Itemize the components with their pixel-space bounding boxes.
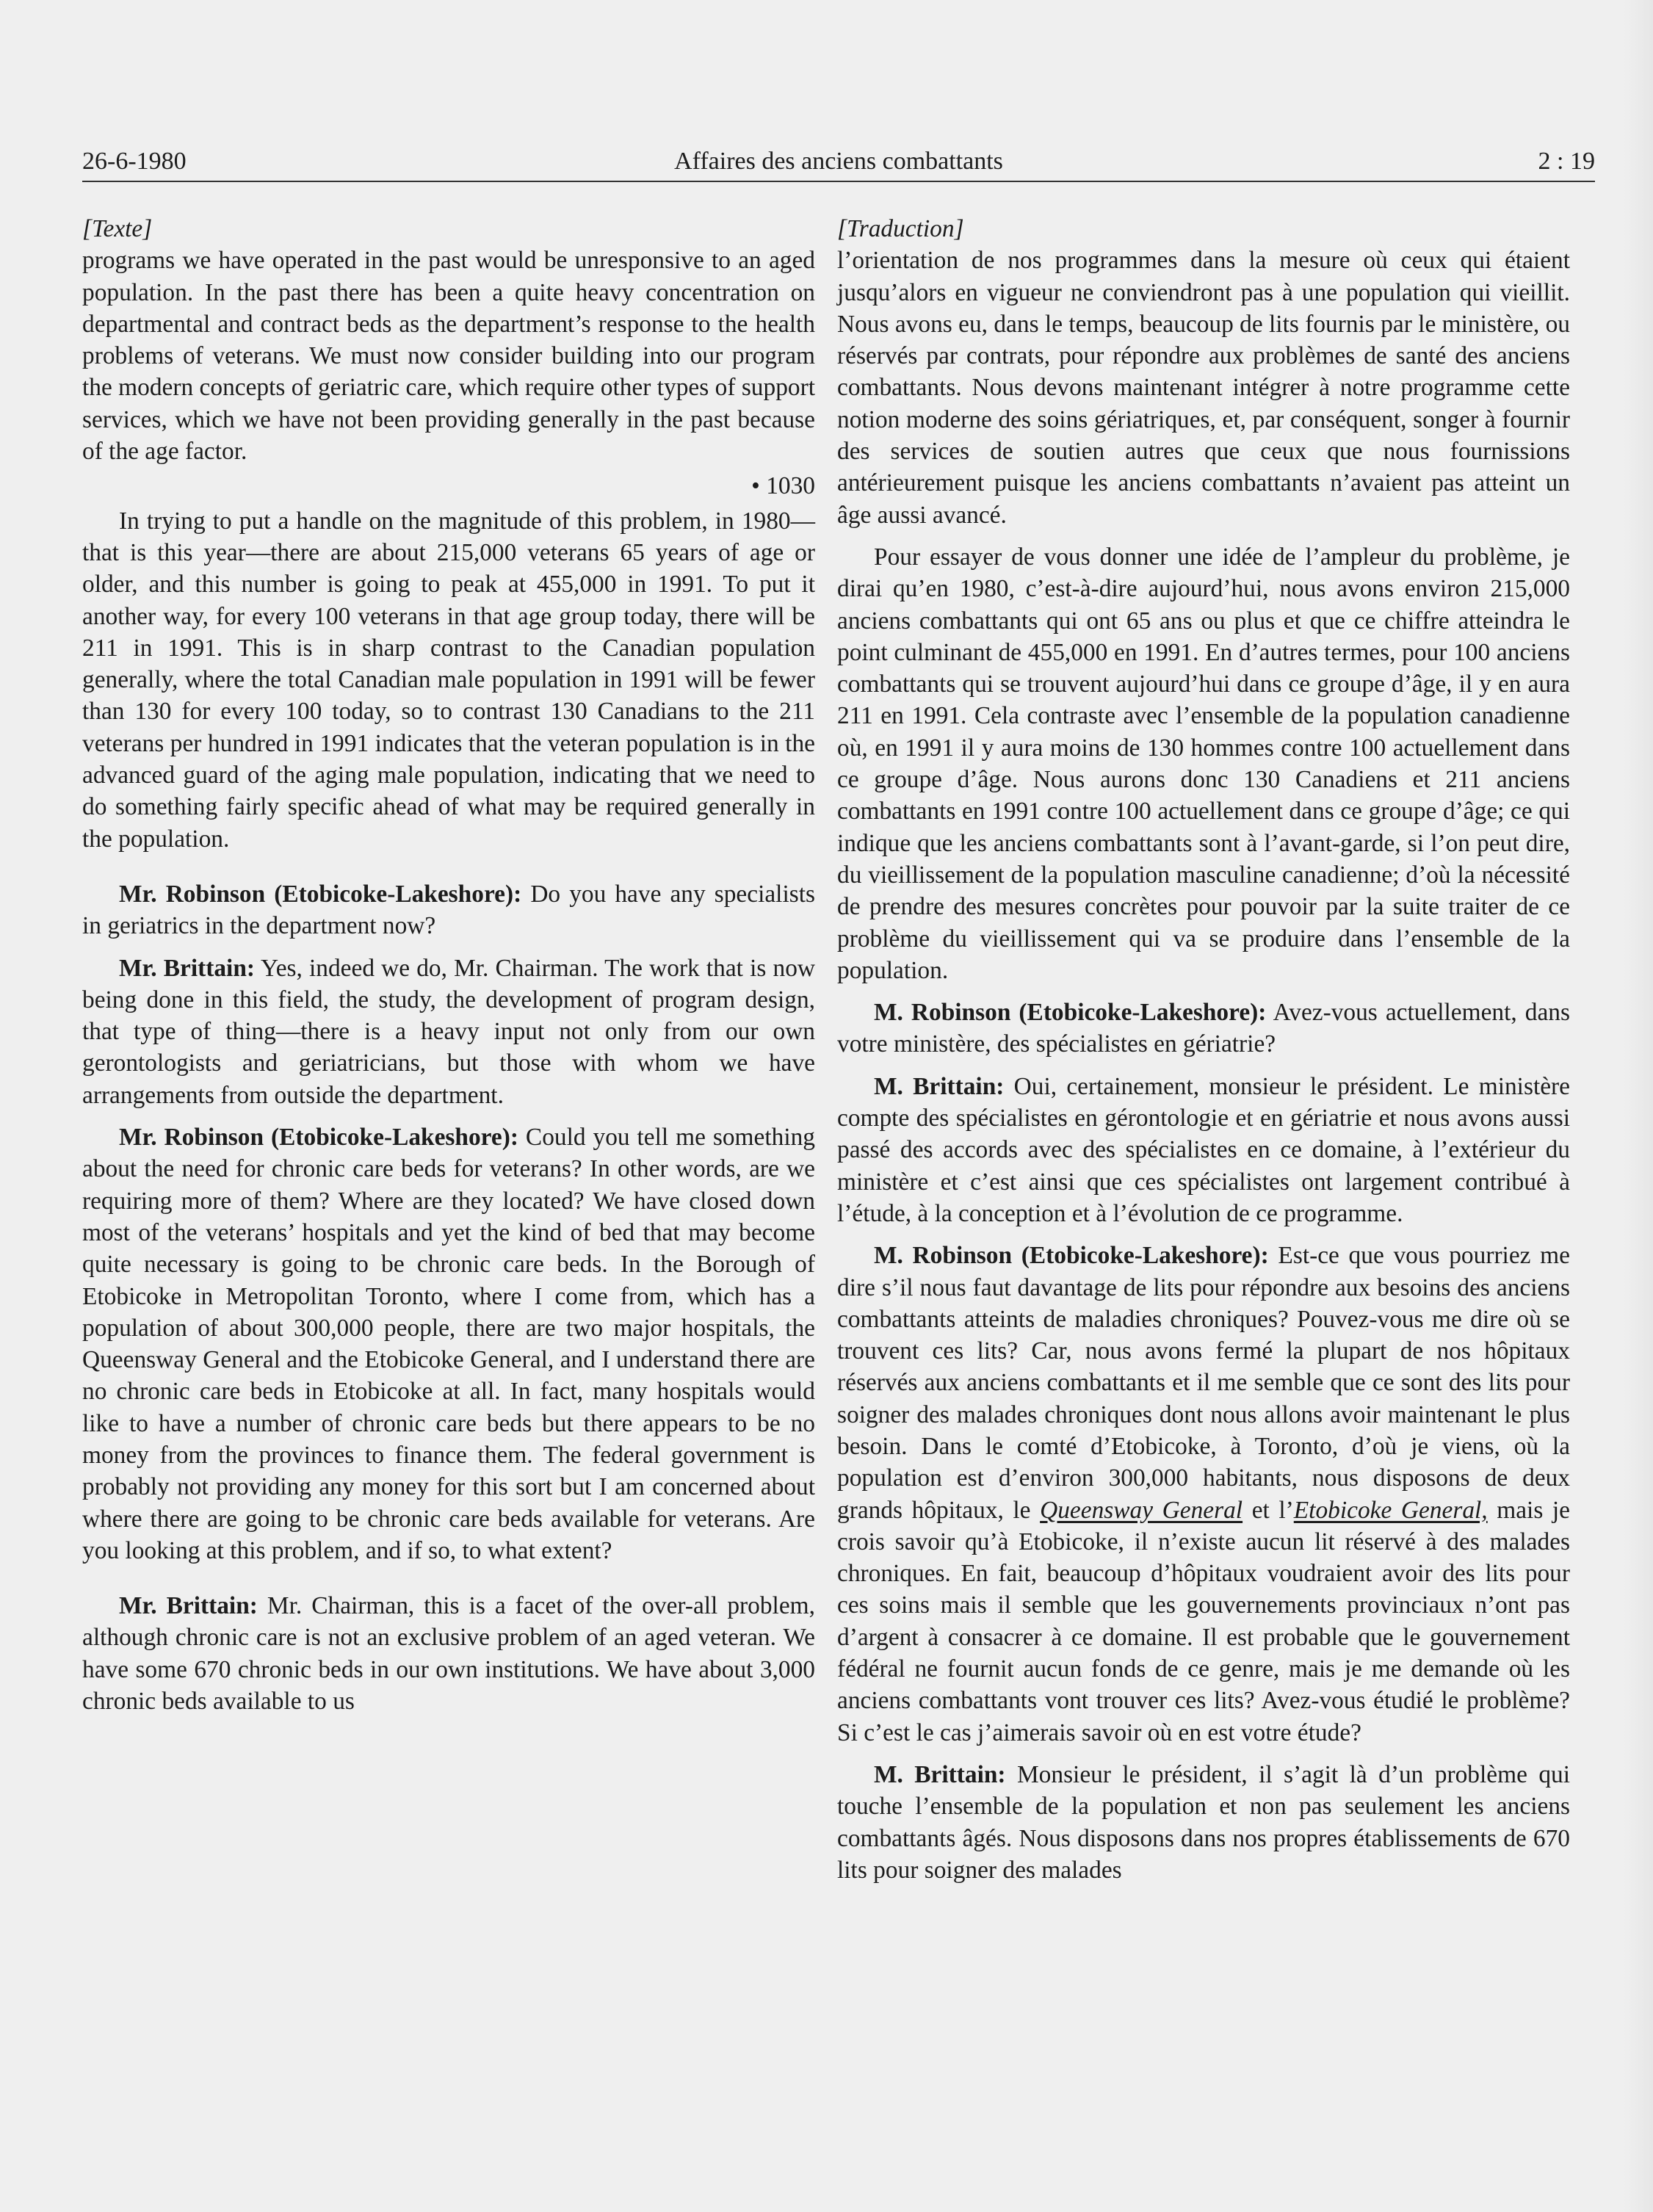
- speaker-name: Mr. Robinson (Etobicoke-Lakeshore):: [119, 1124, 518, 1152]
- hospital-name: Queensway General: [1040, 1496, 1243, 1524]
- running-header: [82, 138, 1595, 182]
- speaker-text: Monsieur le président, il s’agit là d’un problème qui touche l’ensemble de la population et non pas seulement les anciens combattants âgés. Nous disposons dans nos propres établissements de 670 lits pour soigner des malades: [837, 1760, 1570, 1884]
- time-marker: • 1030: [751, 472, 815, 500]
- section-label: [Texte]: [82, 215, 153, 242]
- speaker-name: M. Robinson (Etobicoke-Lakeshore):: [874, 1242, 1269, 1270]
- speaker-text: mais je crois savoir qu’à Etobicoke, il n’existe aucun lit réservé à des malades chroniques. En fait, beaucoup d’hôpitaux voudraient avoir des lits pour ces soins mais il semble que les gouvernements provinciaux n’ont pas d’argent à consacrer à ce domaine. Il est probable que le gouvernement fédéral ne fournit aucun fonds de ce genre, mais je me demande où les anciens combattants vont trouver ces lits? Avez-vous étudié le problème? Si c’est le cas j’aimerais savoir où en est votre étude?: [837, 1496, 1571, 1746]
- speaker-text: Could you tell me something about the need for chronic care beds for veterans? In other words, are we requiring more of them? Where are they located? We have closed down most of the veterans’ hospitals and yet the kind of bed that may become quite necessary is going to be chronic care beds. In the Borough of Etobicoke in Metropolitan Toronto, where I come from, which has a population of about 300,000 people, there are two major hospitals, the Queensway General and the Etobicoke General, and I understand there are no chronic care beds in Etobicoke at all. In fact, many hospitals would like to have a number of chronic care beds but there appears to be no money from the provinces to finance them. The federal government is probably not providing any money for this sort but I am concerned about where there are going to be chronic care beds available for veterans. Are you looking at this problem, and if so, to what extent?: [82, 1124, 815, 1564]
- speaker-text: Avez-vous actuellement, dans votre ministère, des spécialistes en gériatrie?: [837, 999, 1570, 1058]
- speaker-name: Mr. Brittain:: [119, 954, 256, 982]
- speaker-name: M. Brittain:: [874, 1760, 1006, 1788]
- speaker-turn: [82, 1590, 815, 1717]
- speaker-name: M. Brittain:: [874, 1072, 1005, 1100]
- hospital-name: Etobicoke General,: [1293, 1496, 1488, 1524]
- header-date: 26-6-1980: [82, 148, 187, 175]
- paragraph: Pour essayer de vous donner une idée de l’ampleur du problème, je dirai qu’en 1980, c’est-à-dire aujourd’hui, nous avons environ 215,000 anciens combattants qui ont 65 ans ou plus et que ce chiffre atteindra le point culminant de 455,000 en 1991. En d’autres termes, pour 100 anciens combattants qui se trouvent aujourd’hui dans ce groupe d’âge, il y en aura 211 en 1991. Cela contraste avec l’ensemble de la population canadienne où, en 1991 il y aura moins de 130 hommes contre 100 actuellement dans ce groupe d’âge. Nous aurons donc 130 Canadiens et 211 anciens combattants en 1991 contre 100 actuellement dans ce groupe d’âge; ce qui indique que les anciens combattants sont à l’avant-garde, si l’on peut dire, du vieillissement de la population masculine canadienne; d’où la nécessité de prendre des mesures concrètes pour pouvoir par la suite traiter de ce problème du vieillissement qui va se produire dans l’ensemble de la population.: [837, 543, 1570, 984]
- speaker-turn: [837, 1759, 1570, 1886]
- paragraph: programs we have operated in the past would be unresponsive to an aged population. In the past there has been a quite heavy concentration on departmental and contract beds as the department’s response to the health problems of veterans. We must now consider building into our program the modern concepts of geriatric care, which require other types of support services, which we have not been providing generally in the past because of the age factor.: [82, 247, 815, 466]
- speaker-turn: [837, 1240, 1570, 1749]
- speaker-turn: [82, 878, 815, 942]
- speaker-turn: [82, 1121, 815, 1566]
- speaker-name: M. Robinson (Etobicoke-Lakeshore):: [874, 999, 1267, 1027]
- speaker-text: Mr. Chairman, this is a facet of the over-all problem, although chronic care is not an exclusive problem of an aged veteran. We have some 670 chronic beds in our own institutions. We have about 3,000 chronic beds available to us: [82, 1592, 815, 1716]
- speaker-text: Est-ce que vous pourriez me dire s’il nous faut davantage de lits pour répondre aux besoins des anciens combattants atteints de maladies chroniques? Pouvez-vous me dire où se trouvent ces lits? Car, nous avons fermé la plupart de nos hôpitaux réservés aux anciens combattants et il me semble que ce sont des lits pour soigner des malades chroniques dont nous allons avoir maintenant le plus besoin. Dans le comté d’Etobicoke, à Toronto, d’où je viens, où la population est d’environ 300,000 habitants, nous disposons de deux grands hôpitaux, le: [837, 1242, 1570, 1524]
- speaker-name: Mr. Brittain:: [119, 1592, 258, 1620]
- section-label: [Traduction]: [837, 215, 964, 242]
- english-column: [82, 213, 815, 1717]
- header-page-number: 2 : 19: [1538, 148, 1595, 175]
- speaker-turn: [837, 997, 1570, 1060]
- speaker-text: Oui, certainement, monsieur le président. Le ministère compte des spécialistes en gérontologie et en gériatrie et nous avons aussi passé des accords avec des spécialistes en ce domaine, à l’extérieur du ministère et c’est ainsi que ces spécialistes ont largement contribué à l’étude, à la conception et à l’évolution de ce programme.: [837, 1072, 1570, 1227]
- french-column: [837, 213, 1570, 1886]
- paragraph: In trying to put a handle on the magnitude of this problem, in 1980—that is this year—there are about 215,000 veterans 65 years of age or older, and this number is going to peak at 455,000 in 1991. To put it another way, for every 100 veterans in that age group today, there will be 211 in 1991. This is in sharp contrast to the Canadian population generally, where the total Canadian male population in 1991 will be fewer than 130 for every 100 today, so to contrast 130 Canadians to the 211 veterans per hundred in 1991 indicates that the veteran population is in the advanced guard of the aging male population, indicating that we need to do something fairly specific ahead of what may be required generally in the population.: [82, 507, 815, 853]
- speaker-turn: [837, 1071, 1570, 1229]
- speaker-turn: [82, 953, 815, 1111]
- speaker-text: Do you have any specialists in geriatrics in the department now?: [82, 880, 815, 940]
- page-edge-shadow: [1624, 0, 1653, 2212]
- speaker-text: et l’: [1251, 1496, 1294, 1524]
- speaker-name: Mr. Robinson (Etobicoke-Lakeshore):: [119, 880, 522, 908]
- paragraph: l’orientation de nos programmes dans la mesure où ceux qui étaient jusqu’alors en vigueur ne conviendront pas à une population qui vieillit. Nous avons eu, dans le temps, beaucoup de lits fournis par le ministère, ou réservés par contrats, pour répondre aux problèmes de santé des anciens combattants. Nous devons maintenant intégrer à notre programme cette notion moderne des soins gériatriques, et, par conséquent, songer à fournir des services de soutien autres que ceux que nous fournissions antérieurement puisque les anciens combattants n’avaient pas atteint un âge aussi avancé.: [837, 247, 1570, 529]
- speaker-text: Yes, indeed we do, Mr. Chairman. The work that is now being done in this field, the study, the development of program design, that type of thing—there is a heavy input not only from our own gerontologists and geriatricians, but those with whom we have arrangements from outside the department.: [82, 954, 815, 1109]
- header-title: Affaires des anciens combattants: [674, 148, 1003, 175]
